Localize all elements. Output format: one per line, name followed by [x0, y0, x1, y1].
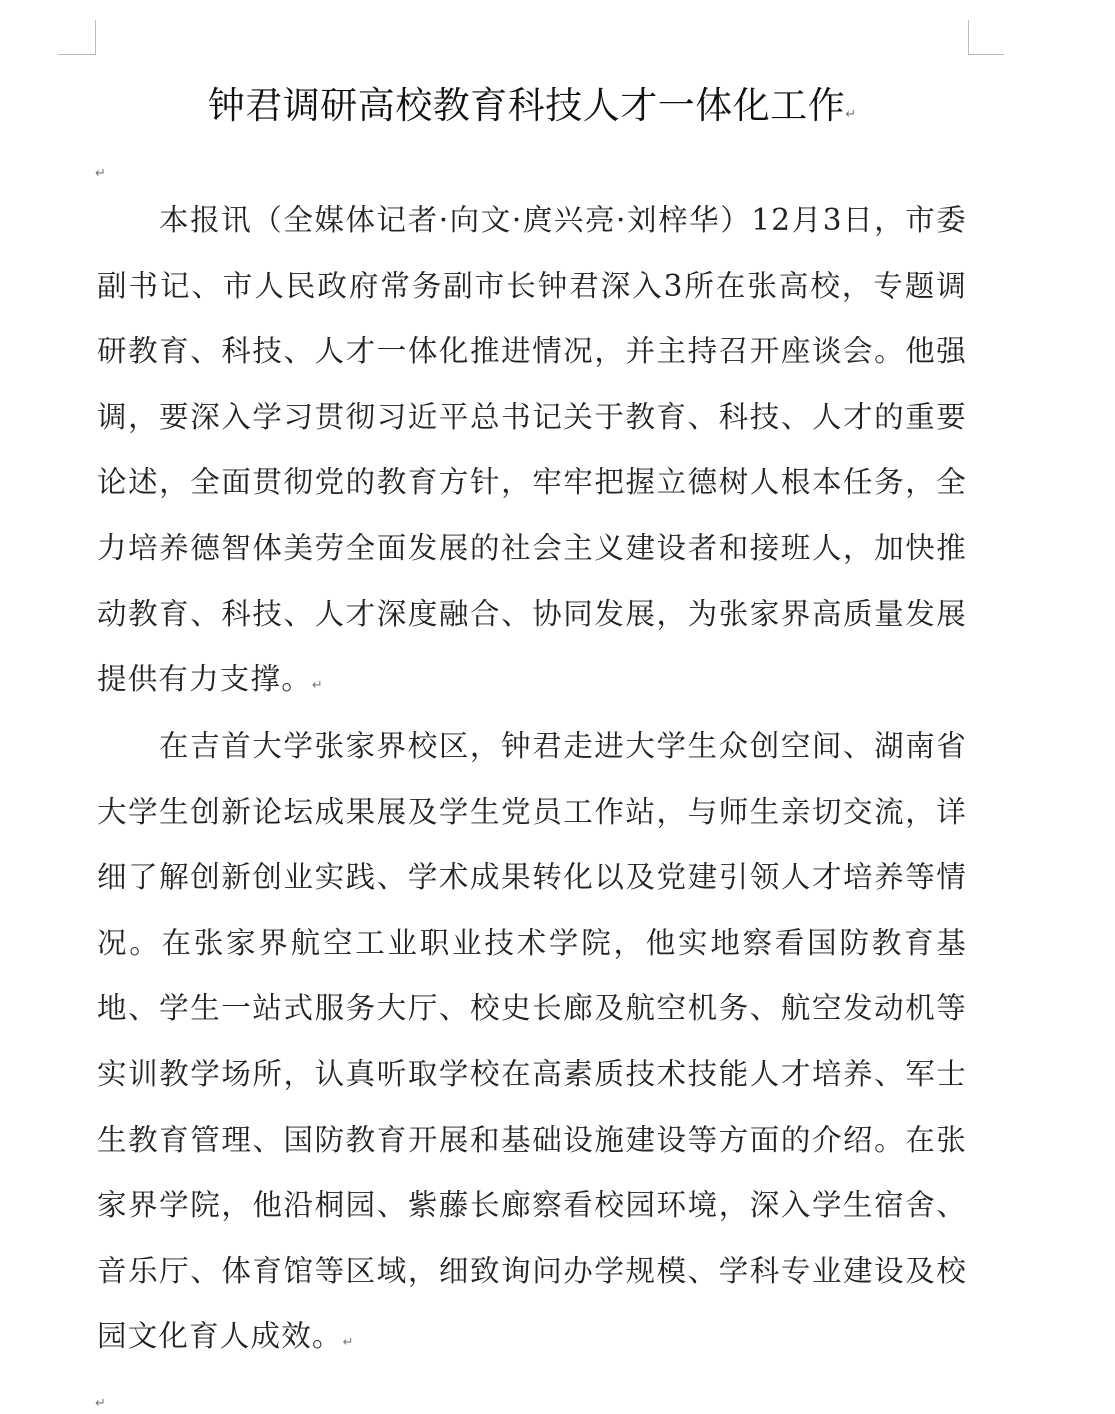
- paragraph-mark-icon: ↵: [311, 678, 323, 694]
- paragraph-mark-icon: ↵: [95, 1396, 106, 1411]
- paragraph-text: 本报讯（全媒体记者·向文·庹兴亮·刘梓华）12月3日，市委副书记、市人民政府常务副市长钟君深入3所在张高校，专题调研教育、科技、人才一体化推进情况，并主持召开座谈会。他强调，要深入学习贯彻习近平总书记关于教育、科技、人才的重要论述，全面贯彻党的教育方针，牢牢把握立德树人根本任务，全力培养德智体美劳全面发展的社会主义建设者和接班人，加快推动教育、科技、人才深度融合、协同发展，为张家界高质量发展提供有力支撑。: [97, 203, 967, 697]
- paragraph-mark-icon: ↵: [845, 107, 857, 122]
- title-text: 钟君调研高校教育科技人才一体化工作: [207, 84, 846, 127]
- body-paragraph: [97, 714, 967, 1376]
- body-paragraph: [97, 188, 967, 719]
- paragraph-mark-icon: ↵: [342, 1335, 354, 1351]
- crop-mark-top-left: [58, 20, 96, 55]
- document-title: [0, 78, 1064, 143]
- paragraph-text: 在吉首大学张家界校区，钟君走进大学生众创空间、湖南省大学生创新论坛成果展及学生党员工作站，与师生亲切交流，详细了解创新创业实践、学术成果转化以及党建引领人才培养等情况。在张家界航空工业职业技术学院，他实地察看国防教育基地、学生一站式服务大厅、校史长廊及航空机务、航空发动机等实训教学场所，认真听取学校在高素质技术技能人才培养、军士生教育管理、国防教育开展和基础设施建设等方面的介绍。在张家界学院，他沿桐园、紫藤长廊察看校园环境，深入学生宿舍、音乐厅、体育馆等区域，细致询问办学规模、学科专业建设及校园文化育人成效。: [97, 729, 967, 1354]
- paragraph-mark-icon: ↵: [95, 166, 106, 181]
- crop-mark-top-right: [968, 20, 1004, 55]
